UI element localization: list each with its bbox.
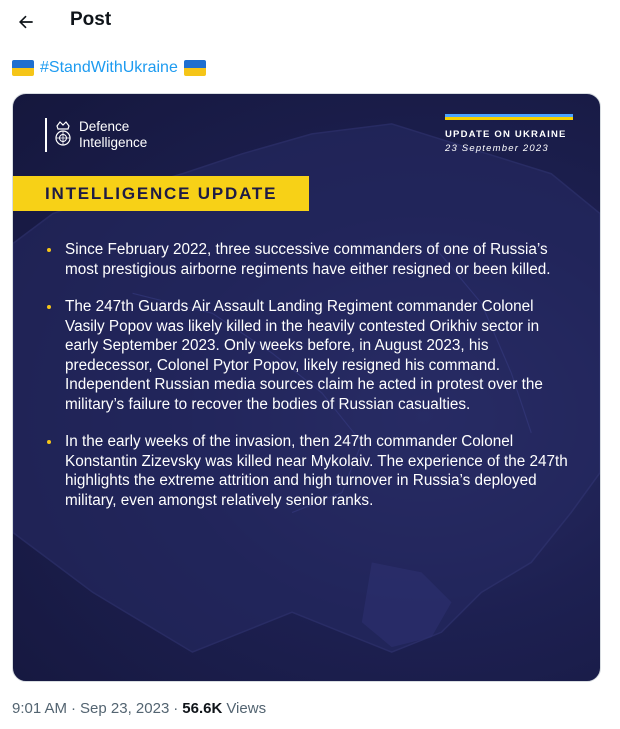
- logo-divider: [45, 118, 47, 152]
- intelligence-update-banner: [13, 176, 309, 211]
- logo-line-1: Defence: [79, 119, 130, 134]
- separator: ·: [71, 700, 77, 717]
- banner-text: INTELLIGENCE UPDATE: [45, 183, 278, 203]
- post-text: [12, 57, 206, 79]
- post-image[interactable]: [12, 93, 601, 682]
- crest-icon: [53, 120, 73, 150]
- post-metadata: [12, 700, 266, 717]
- page-title: Post: [70, 9, 112, 30]
- bullet-item: The 247th Guards Air Assault Landing Regiment commander Colonel Vasily Popov was likely killed in the heavily contested Orikhiv sector in early September 2023. Only weeks before, in August 2023, his predecessor, Colonel Pytor Popov, likely resigned his command. Independent Russian media sources claim he acted in protest over the military’s failure to recover the bodies of Russian casualties.: [45, 297, 570, 414]
- update-header: [445, 114, 573, 154]
- bullet-item: Since February 2022, three successive commanders of one of Russia’s most prestigious airborne regiments have either resigned or been killed.: [45, 240, 570, 279]
- bullet-item: In the early weeks of the invasion, then 247th commander Colonel Konstantin Zizevsky was killed near Mykolaiv. The experience of the 247th highlights the extreme attrition and high turnover in Russia’s deployed military, even amongst relatively senior ranks.: [45, 432, 570, 510]
- post-date[interactable]: Sep 23, 2023: [80, 700, 170, 717]
- arrow-left-icon: [16, 12, 36, 32]
- views-count[interactable]: 56.6K: [182, 700, 223, 717]
- ukraine-flag-icon: [12, 60, 34, 76]
- hashtag-link[interactable]: #StandWithUkraine: [40, 59, 178, 76]
- post-time[interactable]: 9:01 AM: [12, 700, 68, 717]
- stripe-yellow: [445, 117, 573, 120]
- views-label: Views: [226, 700, 267, 717]
- update-date: 23 September 2023: [445, 143, 549, 154]
- logo-text: [79, 119, 147, 151]
- logo-line-2: Intelligence: [79, 135, 148, 150]
- post-header: [0, 0, 620, 44]
- separator: ·: [173, 700, 179, 717]
- ukraine-flag-icon: [184, 60, 206, 76]
- defence-intelligence-logo: [45, 118, 147, 152]
- update-label: UPDATE ON UKRAINE: [445, 129, 567, 140]
- bullet-list: [45, 240, 570, 528]
- back-button[interactable]: [10, 6, 42, 38]
